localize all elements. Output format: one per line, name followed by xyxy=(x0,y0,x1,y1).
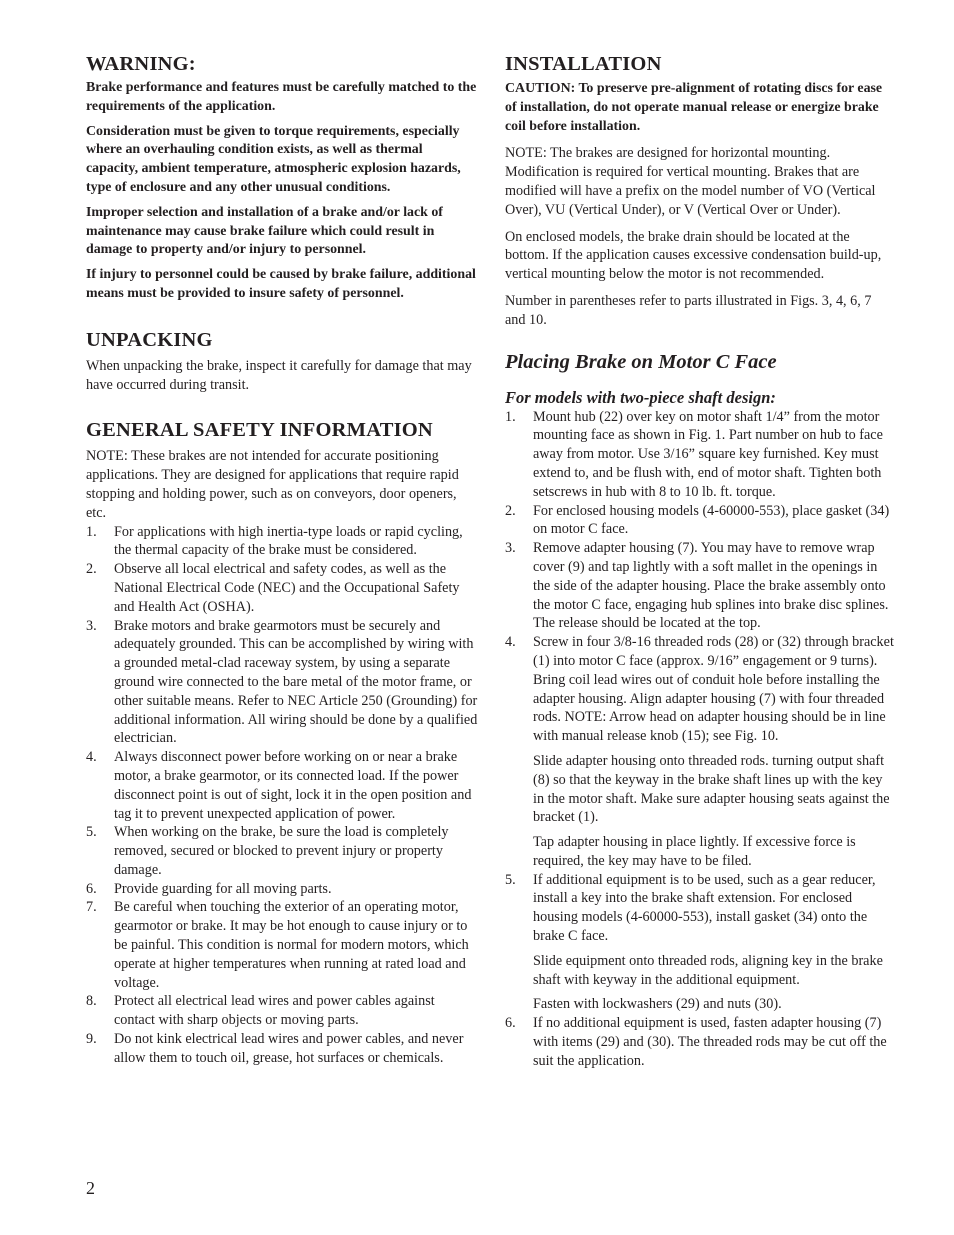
list-item xyxy=(86,560,478,616)
warning-heading: WARNING: xyxy=(86,53,196,75)
item-subparagraph: Slide adapter housing onto threaded rods. turning output shaft (8) so that the keyway in the brake shaft lines up with the key in the motor shaft. Make sure adapter housing seats against the bracket (1). xyxy=(533,752,890,826)
item-number: 4. xyxy=(505,634,516,651)
item-number: 6. xyxy=(505,1015,516,1032)
list-item xyxy=(86,617,478,749)
item-number: 5. xyxy=(86,824,97,841)
item-text: If no additional equipment is used, fasten adapter housing (7) with items (29) and (30). The threaded rods may be cut off the suit the application. xyxy=(533,1015,887,1069)
right-column xyxy=(505,52,895,1071)
list-item xyxy=(86,992,478,1030)
placing-heading: Placing Brake on Motor C Face xyxy=(505,350,777,373)
item-text: Brake motors and brake gearmotors must be securely and adequately grounded. This can be accomplished by wiring with a grounded metal-clad raceway system, by using a separate ground wire connected to the bare metal of the motor frame, or other suitable means. Refer to NEC Article 250 (Grounding) for additional information. All wiring should be done by a qualified electrician. xyxy=(114,617,478,747)
safety-list xyxy=(86,523,478,1068)
item-text: Provide guarding for all moving parts. xyxy=(114,880,332,897)
item-text: Always disconnect power before working on or near a brake motor, a brake gearmotor, or its connected load. If the power disconnect point is out of sight, lock it in the open position and tag it to prevent unexpected application of power. xyxy=(114,749,472,822)
item-subparagraph: Tap adapter housing in place lightly. If excessive force is required, the key may have to be filed. xyxy=(533,834,856,869)
item-number: 1. xyxy=(505,408,516,425)
unpacking-text: When unpacking the brake, inspect it carefully for damage that may have occurred during transit. xyxy=(86,357,472,393)
placing-list xyxy=(505,408,895,1071)
list-item xyxy=(505,502,895,540)
unpacking-heading: UNPACKING xyxy=(86,328,213,351)
warning-paragraph: Brake performance and features must be carefully matched to the requirements of the application. xyxy=(86,80,477,114)
list-item xyxy=(86,748,478,823)
installation-paragraph: On enclosed models, the brake drain should be located at the bottom. If the application causes excessive condensation build-up, vertical mounting below the motor is not recommended. xyxy=(505,228,882,283)
warning-paragraph: Consideration must be given to torque requirements, especially where an overhauling condition exists, as well as thermal capacity, ambient temperature, atmospheric explosion hazards, type of enclosure and any other unusual conditions. xyxy=(86,123,461,195)
list-item xyxy=(86,880,478,899)
item-text: Observe all local electrical and safety codes, as well as the National Electrical Code (NEC) and the Occupational Safety and Health Act (OSHA). xyxy=(114,561,460,615)
list-item xyxy=(505,633,895,871)
item-number: 8. xyxy=(86,993,97,1010)
list-item xyxy=(505,408,895,502)
item-note: The release should be located at the top. xyxy=(533,615,761,632)
installation-paragraph: NOTE: The brakes are designed for horizontal mounting. Modification is required for vertical mounting. Brakes that are modified will have a prefix on the model number of VO (Vertical Over), VU (Vertical Under), or V (Vertical Over or Under). xyxy=(505,145,876,218)
item-number: 5. xyxy=(505,871,516,888)
safety-heading: GENERAL SAFETY INFORMATION xyxy=(86,419,433,442)
item-number: 3. xyxy=(86,617,97,634)
safety-section xyxy=(86,418,478,1067)
page-number: 2 xyxy=(86,1178,95,1198)
list-item xyxy=(505,539,895,633)
list-item xyxy=(86,823,478,879)
item-number: 6. xyxy=(86,880,97,897)
installation-paragraph: Number in parentheses refer to parts illustrated in Figs. 3, 4, 6, 7 and 10. xyxy=(505,292,872,328)
item-text: Remove adapter housing (7). You may have to remove wrap cover (9) and tap lightly with a soft mallet in the openings in the side of the adapter housing. Place the brake assembly onto the motor C face, engaging hub splines into brake disc splines. xyxy=(533,540,889,613)
item-number: 1. xyxy=(86,523,97,540)
item-subparagraph: Fasten with lockwashers (29) and nuts (30). xyxy=(533,996,782,1013)
item-text: Protect all electrical lead wires and power cables against contact with sharp objects or moving parts. xyxy=(114,993,435,1029)
installation-section xyxy=(505,52,895,330)
item-number: 3. xyxy=(505,540,516,557)
warning-paragraph: If injury to personnel could be caused by brake failure, additional means must be provided to insure safety of personnel. xyxy=(86,267,476,301)
placing-section xyxy=(505,350,895,1071)
list-item xyxy=(505,1014,895,1070)
warning-paragraph: Improper selection and installation of a brake and/or lack of maintenance may cause brake failure which could result in damage to property and/or injury to personnel. xyxy=(86,204,443,258)
warning-section xyxy=(86,52,478,304)
item-text: Screw in four 3/8-16 threaded rods (28) or (32) through bracket (1) into motor C face (approx. 9/16” engagement or 9 turns). Bring coil lead wires out of conduit hole before installing the adapter housing. Align adapter housing (7) with four threaded rods. NOTE: Arrow head on adapter housing should be in line with manual release knob (15); see Fig. 10. xyxy=(533,634,894,745)
placing-subheading: For models with two-piece shaft design: xyxy=(505,387,776,407)
unpacking-section xyxy=(86,328,478,395)
item-number: 2. xyxy=(505,502,516,519)
item-text: For enclosed housing models (4-60000-553), place gasket (34) on motor C face. xyxy=(533,502,890,538)
item-number: 9. xyxy=(86,1031,97,1048)
item-number: 2. xyxy=(86,561,97,578)
left-column xyxy=(86,52,478,1068)
item-text: When working on the brake, be sure the load is completely removed, secured or blocked to prevent injury or property damage. xyxy=(114,824,449,878)
item-text: If additional equipment is to be used, such as a gear reducer, install a key into the brake shaft extension. For enclosed housing models (4-60000-553), install gasket (34) onto the brake C face. xyxy=(533,871,876,945)
item-number: 7. xyxy=(86,899,97,916)
list-item xyxy=(86,523,478,561)
installation-heading: INSTALLATION xyxy=(505,53,662,75)
item-number: 4. xyxy=(86,749,97,766)
list-item xyxy=(86,1030,478,1068)
item-subparagraph: Slide equipment onto threaded rods, aligning key in the brake shaft with keyway in the additional equipment. xyxy=(533,952,883,988)
item-text: For applications with high inertia-type loads or rapid cycling, the thermal capacity of the brake must be considered. xyxy=(114,523,463,559)
item-text: Do not kink electrical lead wires and power cables, and never allow them to touch oil, grease, hot surfaces or chemicals. xyxy=(114,1031,464,1066)
item-text: Mount hub (22) over key on motor shaft 1/4” from the motor mounting face as shown in Fig. 1. Part number on hub to face away from motor. Use 3/16” square key furnished. Key must extend to, and be flush with, end of motor shaft. Tighten both setscrews in hub with 8 to 10 lb. ft. torque. xyxy=(533,408,883,500)
caution-text: CAUTION: To preserve pre-alignment of rotating discs for ease of installation, do not operate manual release or energize brake coil before installation. xyxy=(505,81,883,134)
item-text: Be careful when touching the exterior of an operating motor, gearmotor or brake. It may be hot enough to cause injury or to be painful. This condition is normal for modern motors, which operate at higher temperatures when running at rated load and voltage. xyxy=(114,899,469,991)
list-item xyxy=(86,898,478,992)
list-item xyxy=(505,871,895,1015)
safety-intro: NOTE: These brakes are not intended for accurate positioning applications. They are designed for applications that require rapid stopping and holding power, such as on conveyors, door openers, etc. xyxy=(86,448,459,521)
